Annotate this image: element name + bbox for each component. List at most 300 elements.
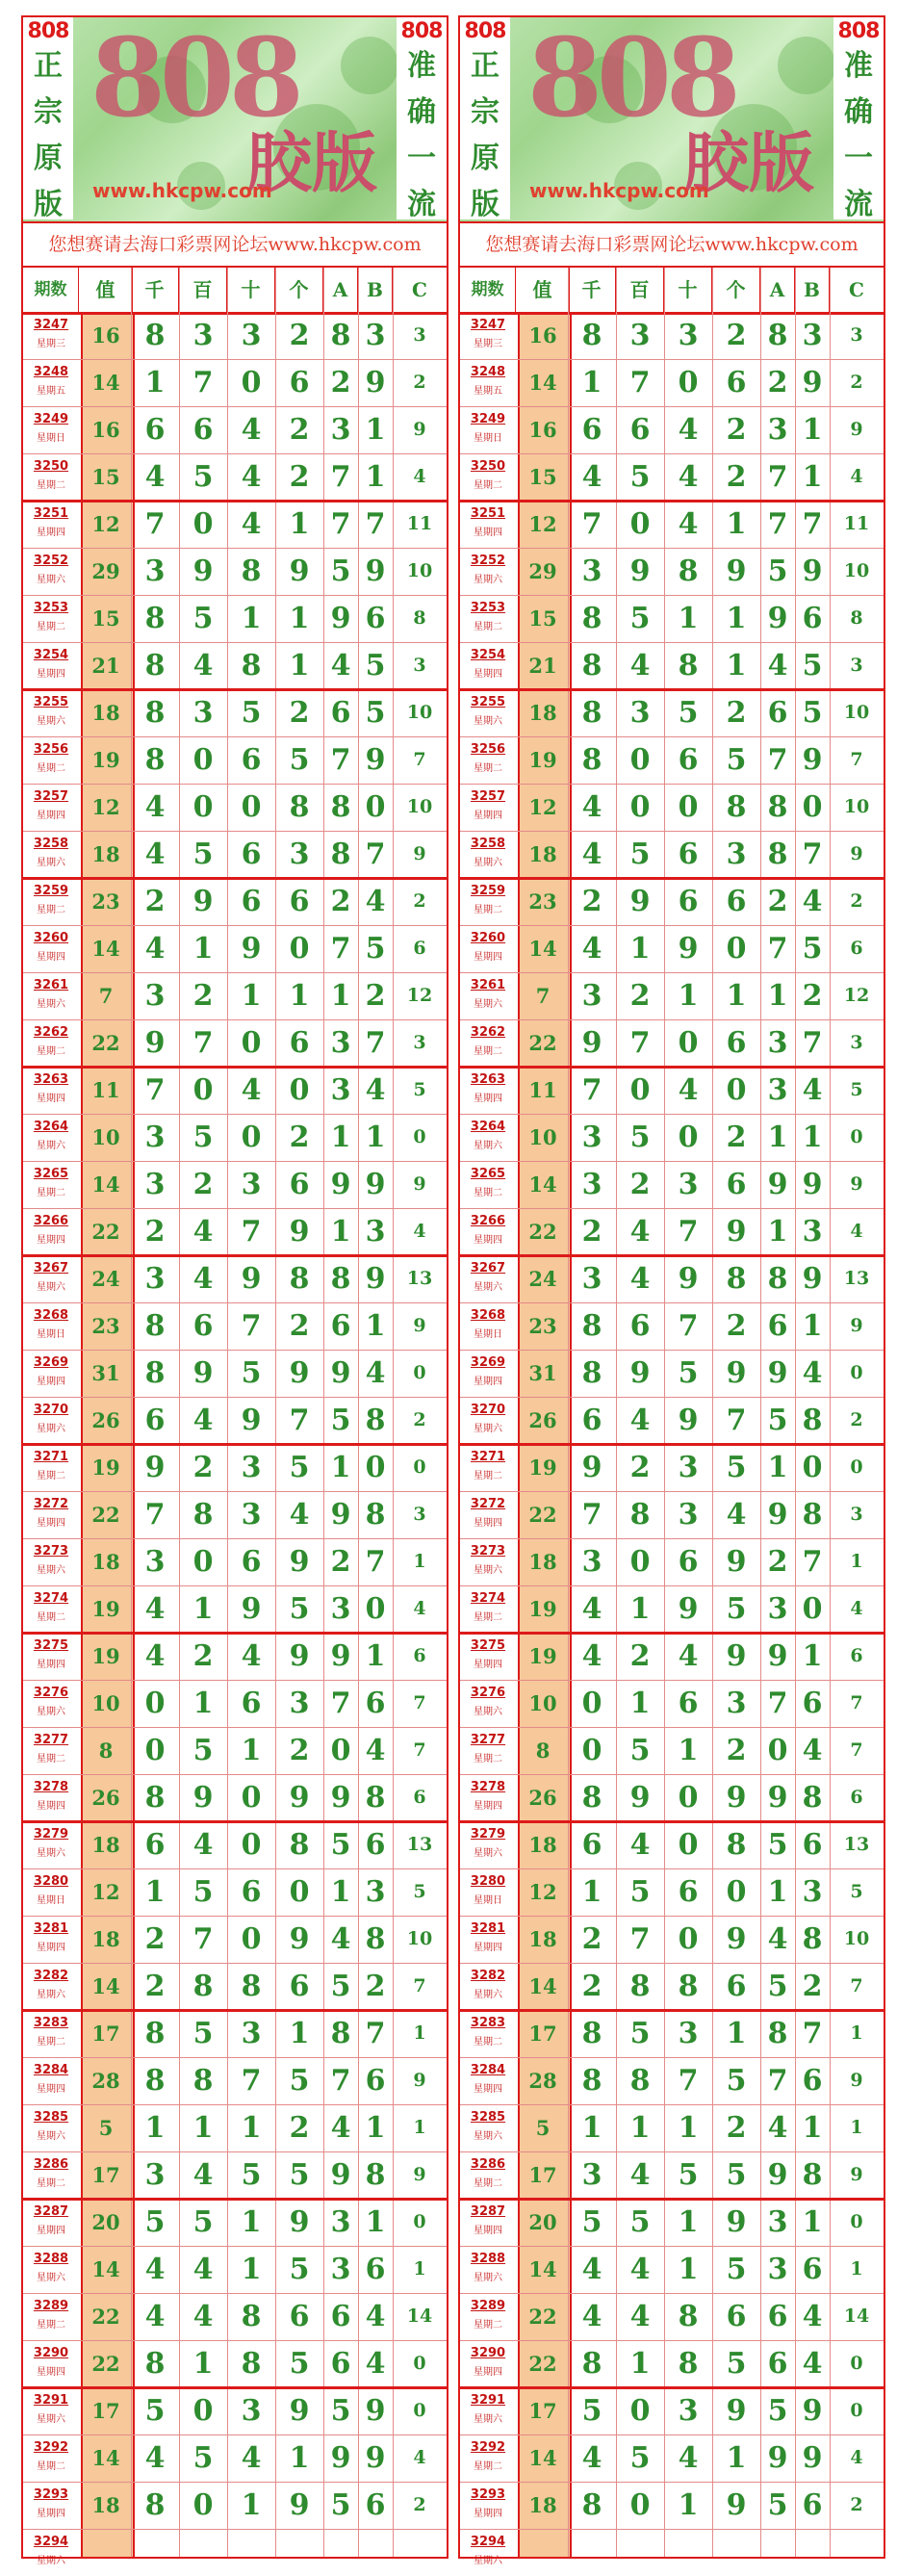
- issue-cell[interactable]: [460, 2010, 516, 2057]
- issue-cell[interactable]: [460, 312, 516, 359]
- issue-number[interactable]: 3273: [33, 1544, 69, 1558]
- issue-number[interactable]: 3265: [33, 1167, 69, 1181]
- digit-cell: 4: [726, 1498, 747, 1532]
- issue-cell[interactable]: [460, 1585, 516, 1633]
- issue-cell[interactable]: [23, 878, 79, 925]
- issue-number[interactable]: 3288: [33, 2252, 69, 2266]
- table-row: [23, 312, 447, 359]
- issue-cell[interactable]: [23, 2387, 79, 2434]
- issue-weekday: 星期六: [37, 1707, 65, 1717]
- issue-weekday: 星期三: [37, 339, 65, 349]
- table-row: [23, 972, 447, 1019]
- issue-number[interactable]: 3258: [470, 837, 506, 851]
- issue-cell[interactable]: [460, 642, 516, 689]
- issue-cell[interactable]: [23, 925, 79, 972]
- issue-number[interactable]: 3264: [470, 1120, 506, 1134]
- digit-cell: 8: [241, 2300, 262, 2333]
- c-value: [830, 2529, 884, 2576]
- issue-cell[interactable]: [460, 1774, 516, 1821]
- sum-value: 18: [528, 1833, 557, 1857]
- issue-cell[interactable]: [460, 2057, 516, 2104]
- digit-cell: 9: [330, 2441, 351, 2475]
- digit-cell: 1: [726, 2441, 747, 2475]
- issue-number[interactable]: 3274: [33, 1591, 69, 1606]
- issue-number[interactable]: 3257: [33, 789, 69, 804]
- table-row: [460, 2104, 884, 2151]
- digit-cell: 4: [144, 460, 166, 494]
- issue-number[interactable]: 3283: [33, 2016, 69, 2030]
- table-row: [23, 831, 447, 878]
- digit-cell: 4: [144, 2253, 166, 2286]
- issue-number[interactable]: 3284: [33, 2063, 69, 2077]
- issue-number[interactable]: 3249: [33, 412, 69, 426]
- issue-cell[interactable]: [23, 453, 79, 501]
- digit-cell: 3: [330, 1026, 351, 1060]
- row-divider: [23, 1208, 447, 1209]
- table-row: [460, 2199, 884, 2246]
- issue-cell[interactable]: [23, 2151, 79, 2199]
- issue-number[interactable]: 3249: [470, 412, 506, 426]
- issue-cell[interactable]: [460, 548, 516, 595]
- header-cell: C: [849, 278, 864, 301]
- issue-number[interactable]: 3251: [33, 506, 69, 521]
- header-cell: 期数: [23, 268, 79, 312]
- forum-ad-text[interactable]: 您想赛请去海口彩票网论坛www.hkcpw.com: [460, 223, 884, 268]
- digit-cell: 5: [726, 743, 747, 777]
- issue-number[interactable]: 3247: [470, 318, 506, 332]
- issue-number[interactable]: 3259: [33, 884, 69, 898]
- issue-cell[interactable]: [23, 501, 79, 548]
- issue-cell[interactable]: [23, 1585, 79, 1633]
- issue-number[interactable]: 3278: [33, 1780, 69, 1794]
- issue-number[interactable]: 3291: [470, 2393, 506, 2408]
- issue-cell[interactable]: [23, 1255, 79, 1302]
- sum-value: 5: [535, 2116, 551, 2140]
- row-divider: [23, 406, 447, 407]
- issue-number[interactable]: 3269: [470, 1355, 506, 1370]
- issue-number[interactable]: 3276: [470, 1686, 506, 1700]
- digit-cell: 8: [767, 2017, 788, 2050]
- issue-cell[interactable]: [23, 1963, 79, 2010]
- issue-number[interactable]: 3285: [33, 2110, 69, 2125]
- issue-cell[interactable]: [23, 2529, 79, 2576]
- issue-cell[interactable]: [23, 736, 79, 784]
- issue-number[interactable]: 3251: [470, 506, 506, 521]
- issue-number[interactable]: 3289: [470, 2299, 506, 2313]
- c-value: 3: [850, 324, 863, 346]
- sum-value: 29: [91, 559, 120, 583]
- issue-cell[interactable]: [460, 1255, 516, 1302]
- issue-cell[interactable]: [460, 595, 516, 642]
- digit-cell: 0: [629, 1073, 651, 1107]
- issue-weekday: 星期四: [37, 1801, 65, 1812]
- issue-number[interactable]: 3292: [470, 2440, 506, 2455]
- issue-number[interactable]: 3248: [33, 365, 69, 379]
- issue-number[interactable]: 3294: [470, 2535, 506, 2549]
- digit-cell: 8: [144, 2488, 166, 2522]
- issue-number[interactable]: 3262: [470, 1025, 506, 1040]
- issue-cell[interactable]: [23, 1868, 79, 1916]
- issue-weekday: 星期六: [474, 858, 502, 868]
- digit-cell: 5: [581, 2394, 602, 2428]
- issue-cell[interactable]: [23, 1491, 79, 1538]
- issue-number[interactable]: 3257: [470, 789, 506, 804]
- issue-cell[interactable]: [460, 1916, 516, 1963]
- issue-number[interactable]: 3263: [470, 1072, 506, 1087]
- issue-cell[interactable]: [23, 1916, 79, 1963]
- digit-cell: 1: [678, 1734, 699, 1767]
- issue-number[interactable]: 3250: [470, 459, 506, 474]
- digit-cell: 9: [802, 1168, 823, 1201]
- c-value: 6: [413, 1787, 426, 1808]
- issue-cell[interactable]: [23, 2340, 79, 2387]
- issue-cell[interactable]: [23, 784, 79, 831]
- digit-cell: 7: [330, 507, 351, 541]
- issue-cell[interactable]: [460, 501, 516, 548]
- issue-cell[interactable]: [23, 2293, 79, 2340]
- digit-cell: 9: [726, 1781, 747, 1815]
- issue-cell[interactable]: [460, 406, 516, 453]
- issue-cell[interactable]: [23, 1397, 79, 1444]
- issue-weekday: 星期四: [474, 952, 502, 963]
- issue-cell[interactable]: [460, 1161, 516, 1208]
- digit-cell: 6: [330, 2347, 351, 2381]
- issue-cell[interactable]: [23, 2199, 79, 2246]
- digit-cell: 5: [365, 649, 386, 683]
- issue-cell[interactable]: [23, 2246, 79, 2293]
- issue-number[interactable]: 3252: [470, 554, 506, 568]
- c-value: 9: [413, 2070, 426, 2091]
- issue-number[interactable]: 3261: [470, 978, 506, 992]
- digit-cell: 4: [365, 1356, 386, 1390]
- table-row: [23, 1774, 447, 1821]
- issue-number[interactable]: 3247: [33, 318, 69, 332]
- issue-cell[interactable]: [460, 1491, 516, 1538]
- c-value: 10: [843, 560, 870, 581]
- sum-value: 21: [528, 654, 557, 678]
- issue-number[interactable]: 3293: [33, 2487, 69, 2502]
- issue-number[interactable]: 3268: [33, 1308, 69, 1323]
- issue-number[interactable]: 3260: [33, 931, 69, 945]
- issue-cell[interactable]: [460, 1821, 516, 1868]
- digit-cell: 0: [802, 790, 823, 824]
- digit-cell: 1: [365, 2111, 386, 2145]
- issue-cell[interactable]: [23, 1350, 79, 1397]
- issue-cell[interactable]: [460, 1633, 516, 1680]
- issue-number[interactable]: 3255: [470, 695, 506, 709]
- issue-number[interactable]: 3264: [33, 1120, 69, 1134]
- issue-cell[interactable]: [460, 1019, 516, 1067]
- digit-cell: 6: [581, 1404, 602, 1437]
- issue-number[interactable]: 3286: [470, 2157, 506, 2172]
- issue-number[interactable]: 3277: [33, 1733, 69, 1747]
- digit-cell: 9: [241, 1262, 262, 1296]
- issue-number[interactable]: 3266: [470, 1214, 506, 1228]
- issue-cell[interactable]: [23, 1067, 79, 1114]
- row-divider: [460, 784, 884, 785]
- c-value: 3: [850, 1504, 863, 1525]
- issue-cell[interactable]: [460, 784, 516, 831]
- issue-number[interactable]: 3268: [470, 1308, 506, 1323]
- digit-cell: 0: [241, 790, 262, 824]
- digit-cell: 2: [767, 366, 788, 399]
- issue-number[interactable]: 3279: [470, 1827, 506, 1842]
- sum-value: 18: [91, 1927, 120, 1951]
- table-row: [23, 2246, 447, 2293]
- issue-cell[interactable]: [23, 2434, 79, 2482]
- issue-cell[interactable]: [23, 642, 79, 689]
- issue-number[interactable]: 3267: [33, 1261, 69, 1275]
- digit-cell: 7: [802, 1545, 823, 1579]
- issue-number[interactable]: 3294: [33, 2535, 69, 2549]
- issue-number[interactable]: 3287: [33, 2204, 69, 2219]
- digit-cell: 2: [144, 885, 166, 918]
- issue-cell[interactable]: [460, 878, 516, 925]
- issue-cell[interactable]: [23, 595, 79, 642]
- table-row: [460, 359, 884, 406]
- table-row: [23, 501, 447, 548]
- issue-cell[interactable]: [460, 2104, 516, 2151]
- issue-cell[interactable]: [23, 1774, 79, 1821]
- issue-number[interactable]: 3270: [470, 1403, 506, 1417]
- issue-cell[interactable]: [460, 2293, 516, 2340]
- issue-weekday: 星期二: [37, 1612, 65, 1623]
- issue-number[interactable]: 3287: [470, 2204, 506, 2219]
- banner-vertical-char: 准: [844, 49, 873, 83]
- digit-cell: 9: [365, 554, 386, 588]
- issue-cell[interactable]: [23, 1680, 79, 1727]
- issue-cell[interactable]: [460, 1963, 516, 2010]
- c-value: 10: [843, 796, 870, 817]
- issue-cell[interactable]: [460, 359, 516, 406]
- digit-cell: 9: [330, 1639, 351, 1673]
- issue-number[interactable]: 3280: [470, 1874, 506, 1889]
- issue-number[interactable]: 3262: [33, 1025, 69, 1040]
- banner-right-column: [833, 17, 884, 219]
- issue-weekday: 星期四: [474, 2084, 502, 2095]
- issue-number[interactable]: 3282: [33, 1969, 69, 1983]
- issue-cell[interactable]: [23, 1114, 79, 1161]
- issue-number[interactable]: 3281: [33, 1921, 69, 1936]
- issue-cell[interactable]: [23, 1633, 79, 1680]
- issue-weekday: 星期六: [37, 575, 65, 585]
- issue-cell[interactable]: [23, 1821, 79, 1868]
- issue-number[interactable]: 3278: [470, 1780, 506, 1794]
- issue-number[interactable]: 3293: [470, 2487, 506, 2502]
- table-row: [23, 2387, 447, 2434]
- issue-number[interactable]: 3276: [33, 1686, 69, 1700]
- digit-cell: 4: [192, 2300, 214, 2333]
- issue-number[interactable]: 3255: [33, 695, 69, 709]
- issue-cell[interactable]: [460, 2482, 516, 2529]
- issue-number[interactable]: 3266: [33, 1214, 69, 1228]
- issue-number[interactable]: 3261: [33, 978, 69, 992]
- issue-cell[interactable]: [23, 2104, 79, 2151]
- issue-number[interactable]: 3275: [470, 1638, 506, 1653]
- issue-number[interactable]: 3282: [470, 1969, 506, 1983]
- issue-number[interactable]: 3285: [470, 2110, 506, 2125]
- issue-number[interactable]: 3260: [470, 931, 506, 945]
- row-divider: [460, 2434, 884, 2435]
- issue-number[interactable]: 3286: [33, 2157, 69, 2172]
- issue-cell[interactable]: [460, 1444, 516, 1491]
- issue-cell[interactable]: [23, 312, 79, 359]
- sum-value: 24: [528, 1267, 557, 1291]
- issue-number[interactable]: 3274: [470, 1591, 506, 1606]
- issue-cell[interactable]: [23, 359, 79, 406]
- digit-cell: 8: [767, 790, 788, 824]
- digit-cell: 6: [365, 2253, 386, 2286]
- issue-cell[interactable]: [460, 689, 516, 736]
- issue-cell[interactable]: [460, 1208, 516, 1255]
- digit-cell: 8: [581, 2488, 602, 2522]
- issue-number[interactable]: 3273: [470, 1544, 506, 1558]
- issue-cell[interactable]: [23, 2010, 79, 2057]
- issue-cell[interactable]: [23, 548, 79, 595]
- issue-number[interactable]: 3290: [470, 2346, 506, 2360]
- digit-cell: 4: [581, 790, 602, 824]
- issue-number[interactable]: 3279: [33, 1827, 69, 1842]
- row-divider: [460, 642, 884, 643]
- issue-number[interactable]: 3290: [33, 2346, 69, 2360]
- issue-cell[interactable]: [23, 1208, 79, 1255]
- issue-number[interactable]: 3289: [33, 2299, 69, 2313]
- issue-number[interactable]: 3284: [470, 2063, 506, 2077]
- issue-cell[interactable]: [460, 831, 516, 878]
- issue-cell[interactable]: [23, 2482, 79, 2529]
- digit-cell: 5: [192, 1734, 214, 1767]
- issue-cell[interactable]: [23, 2057, 79, 2104]
- issue-cell[interactable]: [460, 2151, 516, 2199]
- issue-number[interactable]: 3267: [470, 1261, 506, 1275]
- issue-cell[interactable]: [460, 1350, 516, 1397]
- issue-weekday: 星期二: [474, 763, 502, 774]
- issue-cell[interactable]: [460, 2246, 516, 2293]
- digit-cell: 8: [581, 2064, 602, 2098]
- banner-vertical-char: 宗: [34, 95, 63, 129]
- issue-cell[interactable]: [460, 2387, 516, 2434]
- sum-value: 7: [535, 984, 551, 1008]
- issue-cell[interactable]: [23, 972, 79, 1019]
- issue-cell[interactable]: [23, 1444, 79, 1491]
- issue-cell[interactable]: [23, 1161, 79, 1208]
- issue-cell[interactable]: [460, 1680, 516, 1727]
- issue-number[interactable]: 3253: [470, 601, 506, 615]
- issue-number[interactable]: 3256: [470, 742, 506, 757]
- issue-number[interactable]: 3250: [33, 459, 69, 474]
- issue-cell[interactable]: [460, 1538, 516, 1585]
- issue-number[interactable]: 3291: [33, 2393, 69, 2408]
- digit-cell: 5: [726, 2253, 747, 2286]
- digit-cell: 1: [767, 979, 788, 1013]
- issue-number[interactable]: 3271: [470, 1450, 506, 1464]
- issue-number[interactable]: 3280: [33, 1874, 69, 1889]
- issue-cell[interactable]: [460, 925, 516, 972]
- issue-cell[interactable]: [23, 1019, 79, 1067]
- header-cell: A: [760, 268, 795, 312]
- issue-cell[interactable]: [460, 1067, 516, 1114]
- c-value: 2: [850, 890, 863, 912]
- issue-cell[interactable]: [460, 2434, 516, 2482]
- issue-number[interactable]: 3254: [470, 648, 506, 662]
- issue-cell[interactable]: [460, 1114, 516, 1161]
- digit-cell: 0: [192, 1545, 214, 1579]
- issue-number[interactable]: 3256: [33, 742, 69, 757]
- issue-number[interactable]: 3270: [33, 1403, 69, 1417]
- issue-cell[interactable]: [460, 2199, 516, 2246]
- issue-number[interactable]: 3253: [33, 601, 69, 615]
- issue-cell[interactable]: [460, 736, 516, 784]
- issue-number[interactable]: 3272: [470, 1497, 506, 1511]
- issue-number[interactable]: 3292: [33, 2440, 69, 2455]
- issue-cell[interactable]: [23, 1302, 79, 1350]
- header-cell: B: [795, 268, 830, 312]
- issue-number[interactable]: 3269: [33, 1355, 69, 1370]
- issue-number[interactable]: 3263: [33, 1072, 69, 1087]
- digit-cell: 6: [144, 413, 166, 447]
- issue-cell[interactable]: [23, 831, 79, 878]
- digit-cell: 9: [289, 1356, 310, 1390]
- issue-number[interactable]: 3254: [33, 648, 69, 662]
- issue-number[interactable]: 3281: [470, 1921, 506, 1936]
- row-divider: [23, 1538, 447, 1539]
- issue-cell[interactable]: [460, 2529, 516, 2576]
- digit-cell: 3: [581, 554, 602, 588]
- digit-cell: 1: [365, 2205, 386, 2239]
- sum-value: 20: [91, 2210, 120, 2234]
- digit-cell: 9: [726, 2394, 747, 2428]
- issue-number[interactable]: 3252: [33, 554, 69, 568]
- issue-cell[interactable]: [460, 2340, 516, 2387]
- issue-number[interactable]: 3277: [470, 1733, 506, 1747]
- digit-cell: 9: [330, 1498, 351, 1532]
- table-row: [460, 2057, 884, 2104]
- issue-number[interactable]: 3275: [33, 1638, 69, 1653]
- issue-number[interactable]: 3271: [33, 1450, 69, 1464]
- issue-cell[interactable]: [23, 1727, 79, 1774]
- header-cell: 千: [568, 268, 616, 312]
- issue-cell[interactable]: [460, 1868, 516, 1916]
- issue-number[interactable]: 3258: [33, 837, 69, 851]
- issue-number[interactable]: 3265: [470, 1167, 506, 1181]
- digit-cell: 8: [678, 1970, 699, 2003]
- issue-cell[interactable]: [23, 689, 79, 736]
- issue-number[interactable]: 3259: [470, 884, 506, 898]
- c-value: 3: [413, 1504, 426, 1525]
- c-value: 13: [406, 1834, 433, 1855]
- digit-cell: 0: [678, 790, 699, 824]
- issue-cell[interactable]: [460, 972, 516, 1019]
- banner-vertical-char: 流: [844, 188, 873, 221]
- issue-cell[interactable]: [460, 1397, 516, 1444]
- issue-cell[interactable]: [23, 406, 79, 453]
- issue-number[interactable]: 3248: [470, 365, 506, 379]
- issue-cell[interactable]: [460, 453, 516, 501]
- issue-number[interactable]: 3288: [470, 2252, 506, 2266]
- issue-cell[interactable]: [460, 1727, 516, 1774]
- issue-number[interactable]: 3283: [470, 2016, 506, 2030]
- forum-ad-text[interactable]: 您想赛请去海口彩票网论坛www.hkcpw.com: [23, 223, 447, 268]
- issue-number[interactable]: 3272: [33, 1497, 69, 1511]
- sum-value: 18: [91, 842, 120, 866]
- digit-cell: 3: [581, 1121, 602, 1154]
- issue-cell[interactable]: [23, 1538, 79, 1585]
- row-divider: [460, 453, 884, 454]
- issue-cell[interactable]: [460, 1302, 516, 1350]
- digit-cell: 9: [289, 1639, 310, 1673]
- digit-cell: 1: [629, 932, 651, 966]
- digit-cell: 9: [678, 1404, 699, 1437]
